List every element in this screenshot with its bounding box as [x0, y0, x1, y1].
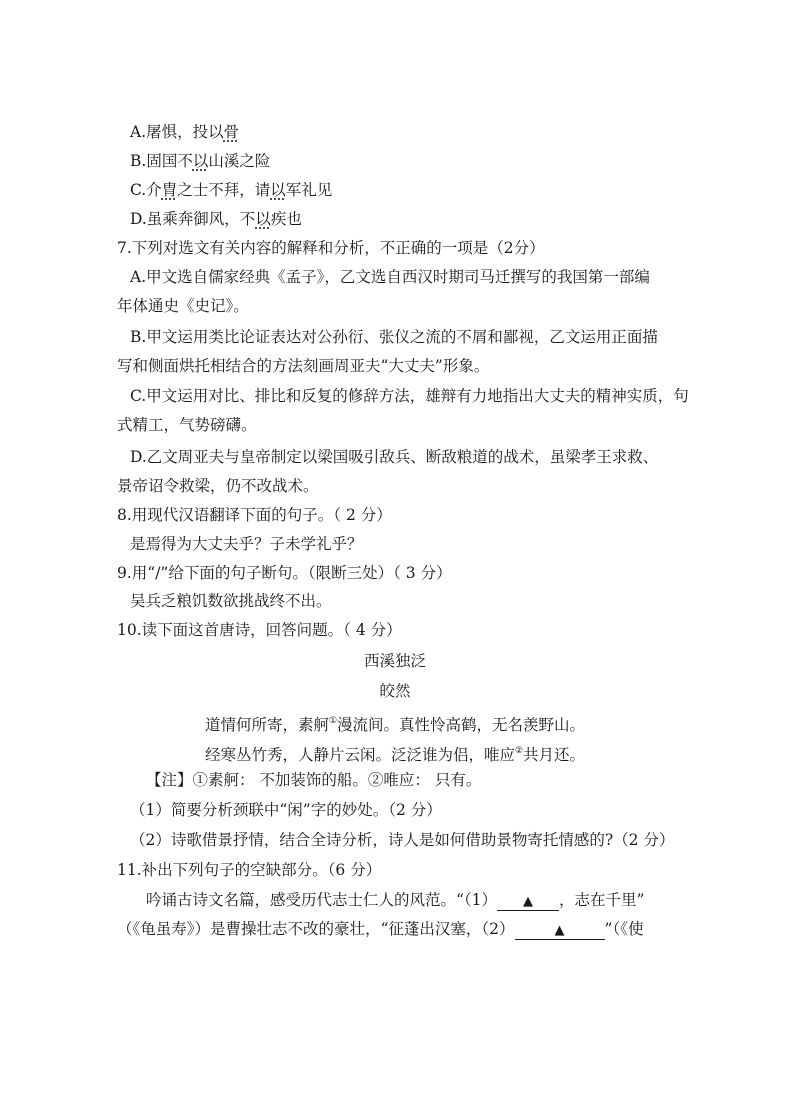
- q11-text-end: ”（《使: [604, 920, 644, 938]
- q7-option-d-line1: D.乙文周亚夫与皇帝制定以梁国吸引敌兵、断敌粮道的战术，虽梁孝王求救、: [130, 448, 659, 466]
- q7-option-c-line2: 式精工，气势磅礴。: [117, 416, 257, 434]
- q9-sentence: 吴兵乏粮饥数欲挑战终不出。: [130, 592, 332, 610]
- poem-line-2-a: 经寒丛竹秀，人静片云闲。泛泛谁为侣，唯应: [204, 746, 515, 764]
- q9-stem: 9.用“/”给下面的句子断句。（限断三处）（ 3 分）: [117, 564, 452, 582]
- q11-text: （《龟虽寿》）是曹操壮志不改的豪壮，“征蓬出汉塞，（2）: [117, 920, 515, 938]
- q8-stem: 8.用现代汉语翻译下面的句子。（ 2 分）: [117, 506, 392, 524]
- fill-blank-2[interactable]: [515, 923, 605, 940]
- option-b-text-end: 山溪之险: [208, 152, 271, 170]
- option-c: [130, 180, 332, 200]
- fill-blank-1[interactable]: [497, 894, 559, 911]
- q10-stem: 10.读下面这首唐诗，回答问题。（ 4 分）: [117, 621, 402, 639]
- q11-stem: 11.补出下列句子的空缺部分。（6 分）: [117, 861, 382, 879]
- poem-line-2-b: 共月还。: [523, 746, 586, 764]
- option-d: [130, 209, 302, 229]
- poem-note: 【注】①素舸： 不加装饰的船。②唯应： 只有。: [146, 771, 482, 789]
- poem-line-1-a: 道情何所寄，素舸: [204, 716, 329, 734]
- q7-option-a-line1: A.甲文选自儒家经典《孟子》，乙文选自西汉时期司马迁撰写的我国第一部编: [130, 268, 650, 286]
- q10-sub-question-2: （2）诗歌借景抒情，结合全诗分析，诗人是如何借助景物寄托情感的?（2 分）: [130, 831, 675, 849]
- dotted-char: 骨: [223, 123, 240, 141]
- q11-paragraph-line2: [117, 919, 643, 940]
- q7-option-c-line1: C.甲文运用对比、排比和反复的修辞方法，雄辩有力地指出大丈夫的精神实质，句: [130, 387, 689, 405]
- dotted-char: 以: [270, 181, 286, 199]
- dotted-char: 以: [255, 210, 271, 228]
- dotted-char: 以: [192, 152, 209, 170]
- q7-option-d-line2: 景帝诏令救梁，仍不改战术。: [117, 477, 319, 495]
- footnote-mark: ②: [514, 746, 524, 756]
- option-a: [130, 122, 239, 142]
- poem-title: 西溪独泛: [363, 652, 426, 670]
- poem-author: 皎然: [379, 682, 411, 700]
- option-b-text: B.固国不: [130, 152, 193, 170]
- option-d-text: D.虽乘奔御风，不: [130, 210, 256, 228]
- option-a-text: A.屠惧，投以: [130, 123, 224, 141]
- option-b: [130, 151, 270, 171]
- poem-line-1-b: 漫流间。真性怜高鹤，无名羡野山。: [337, 716, 586, 734]
- q7-option-b-line1: B.甲文运用类比论证表达对公孙衍、张仪之流的不屑和鄙视，乙文运用正面描: [130, 328, 658, 346]
- q10-sub-question-1: （1）简要分析颈联中“闲”字的妙处。（2 分）: [130, 801, 442, 819]
- q7-option-a-line2: 年体通史《史记》。: [117, 297, 249, 315]
- option-c-text-end: 军礼见: [285, 181, 333, 199]
- q7-option-b-line2: 写和侧面烘托相结合的方法刻画周亚夫“大丈夫”形象。: [117, 357, 490, 375]
- q11-text-end: ，志在千里”: [559, 891, 645, 909]
- q8-sentence: 是焉得为大丈夫乎？子未学礼乎？: [130, 535, 363, 553]
- option-c-text-mid: 之士不拜，请: [177, 181, 271, 199]
- poem-line-1: [0, 711, 790, 735]
- dotted-char: 胄: [161, 181, 178, 199]
- q7-stem: 7.下列对选文有关内容的解释和分析，不正确的一项是（2分）: [117, 239, 545, 257]
- option-d-text-end: 疾也: [270, 210, 302, 228]
- q11-text: 吟诵古诗文名篇，感受历代志士仁人的风范。“（1）: [146, 891, 498, 909]
- option-c-text: C.介: [130, 181, 162, 199]
- poem-line-2: [0, 741, 790, 765]
- q11-paragraph-line1: [146, 890, 644, 911]
- footnote-mark: ①: [328, 716, 338, 726]
- blank-triangle-icon: ▲: [554, 923, 565, 938]
- blank-triangle-icon: ▲: [523, 894, 534, 909]
